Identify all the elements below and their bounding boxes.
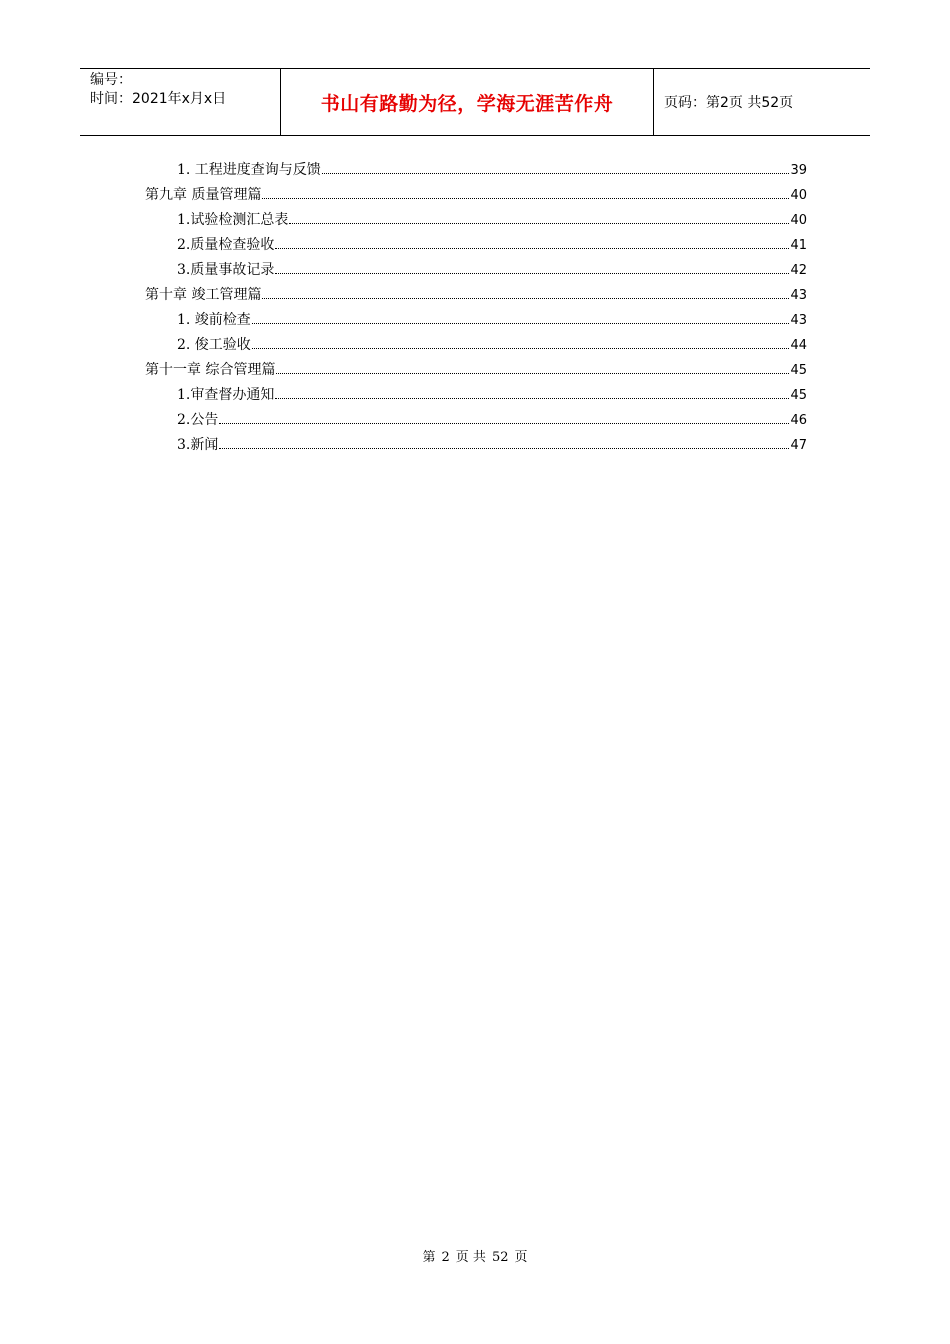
toc-entry-page-number: 41 bbox=[790, 238, 807, 253]
toc-dot-leader bbox=[262, 298, 789, 299]
toc-entry-page-number: 40 bbox=[790, 213, 807, 228]
footer-total-pages: 52 bbox=[491, 1250, 509, 1265]
page-footer bbox=[0, 1246, 950, 1265]
toc-dot-leader bbox=[289, 223, 789, 224]
toc-entry-title: 1.试验检测汇总表 bbox=[177, 212, 289, 228]
toc-entry-page-number: 45 bbox=[790, 363, 807, 378]
document-date: 时间：2021年x月x日 bbox=[90, 91, 227, 107]
toc-entry-page-number: 40 bbox=[790, 188, 807, 203]
toc-section-entry[interactable] bbox=[145, 258, 807, 283]
toc-entry-title: 3.质量事故记录 bbox=[177, 262, 275, 278]
toc-section-entry[interactable] bbox=[145, 208, 807, 233]
toc-section-entry[interactable] bbox=[145, 158, 807, 183]
toc-entry-page-number: 39 bbox=[790, 163, 807, 178]
toc-section-entry[interactable] bbox=[145, 408, 807, 433]
toc-entry-page-number: 46 bbox=[790, 413, 807, 428]
toc-entry-page-number: 47 bbox=[790, 438, 807, 453]
toc-entry-title: 1.审查督办通知 bbox=[177, 387, 275, 403]
toc-entry-page-number: 42 bbox=[790, 263, 807, 278]
table-of-contents bbox=[145, 158, 807, 458]
toc-dot-leader bbox=[275, 248, 789, 249]
toc-dot-leader bbox=[276, 373, 789, 374]
footer-suffix: 页 bbox=[514, 1250, 528, 1265]
document-header bbox=[80, 68, 870, 136]
header-motto: 书山有路勤为径，学海无涯苦作舟 bbox=[281, 69, 654, 135]
footer-middle: 页 共 bbox=[455, 1250, 486, 1265]
toc-dot-leader bbox=[275, 398, 789, 399]
header-page-info: 页码：第2页 共52页 bbox=[664, 95, 794, 111]
toc-entry-page-number: 43 bbox=[790, 313, 807, 328]
toc-section-entry[interactable] bbox=[145, 308, 807, 333]
footer-prefix: 第 bbox=[422, 1250, 436, 1265]
toc-chapter-entry[interactable] bbox=[145, 183, 807, 208]
toc-entry-title: 2. 俊工验收 bbox=[177, 337, 251, 353]
document-number-label: 编号： bbox=[90, 72, 132, 88]
toc-section-entry[interactable] bbox=[145, 383, 807, 408]
toc-chapter-entry[interactable] bbox=[145, 283, 807, 308]
toc-section-entry[interactable] bbox=[145, 233, 807, 258]
toc-dot-leader bbox=[252, 348, 790, 349]
header-meta-cell bbox=[80, 69, 281, 135]
toc-dot-leader bbox=[322, 173, 790, 174]
toc-section-entry[interactable] bbox=[145, 433, 807, 458]
toc-entry-page-number: 45 bbox=[790, 388, 807, 403]
toc-entry-title: 第十一章 综合管理篇 bbox=[145, 362, 276, 378]
footer-current-page: 2 bbox=[441, 1250, 450, 1265]
toc-entry-title: 2.公告 bbox=[177, 412, 219, 428]
toc-entry-page-number: 44 bbox=[790, 338, 807, 353]
toc-entry-title: 第九章 质量管理篇 bbox=[145, 187, 262, 203]
toc-chapter-entry[interactable] bbox=[145, 358, 807, 383]
toc-dot-leader bbox=[219, 448, 789, 449]
toc-section-entry[interactable] bbox=[145, 333, 807, 358]
toc-dot-leader bbox=[275, 273, 789, 274]
toc-entry-title: 3.新闻 bbox=[177, 437, 219, 453]
toc-entry-page-number: 43 bbox=[790, 288, 807, 303]
toc-entry-title: 第十章 竣工管理篇 bbox=[145, 287, 262, 303]
toc-entry-title: 2.质量检查验收 bbox=[177, 237, 275, 253]
toc-dot-leader bbox=[262, 198, 789, 199]
toc-dot-leader bbox=[252, 323, 790, 324]
toc-entry-title: 1. 竣前检查 bbox=[177, 312, 251, 328]
toc-dot-leader bbox=[219, 423, 789, 424]
toc-entry-title: 1. 工程进度查询与反馈 bbox=[177, 162, 321, 178]
